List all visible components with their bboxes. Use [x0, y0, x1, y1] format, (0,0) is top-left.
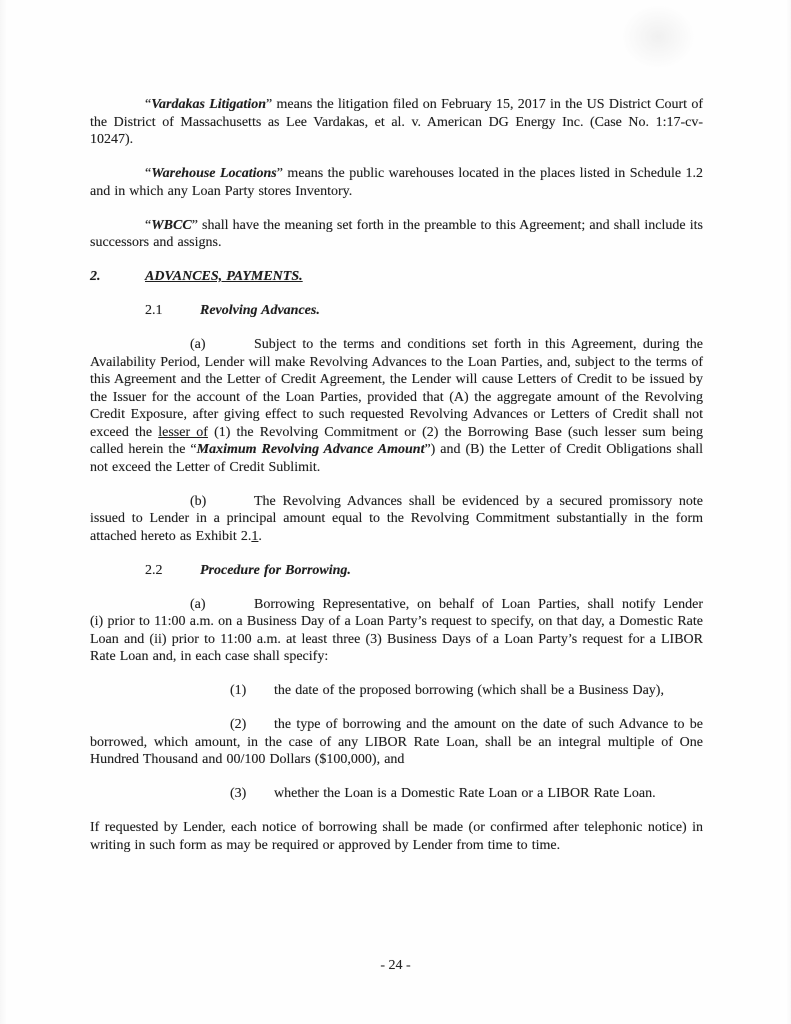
item-2-2-a-2: (2) the type of borrowing and the amount on the date of such Advance to be borrowed, which amount, in the case of any LIBOR Rate Loan, shall be an integral multiple of One Hundred Thousand and 00/100 Dollars ($100,000), and	[90, 717, 703, 767]
definition-wbcc: “WBCC” shall have the meaning set forth in the preamble to this Agreement; and shall include its successors and assigns.	[90, 217, 703, 250]
scan-edge-artifact-right	[786, 0, 791, 1024]
paragraph-2-1-a: (a) Subject to the terms and conditions set forth in this Agreement, during the Availability Period, Lender will make Revolving Advances to the Loan Parties, and, subject to the terms of this Agreement and the Letter of Credit Agreement, the Lender will cause Letters of Credit to be issued by the Issuer for the account of the Loan Parties, provided that (A) the aggregate amount of the Revolving Credit Exposure, after giving effect to such requested Revolving Advances or Letters of Credit shall not exceed the lesser of (1) the Revolving Commitment or (2) the Borrowing Base (such lesser sum being called herein the “Maximum Revolving Advance Amount”) and (B) the Letter of Credit Obligations shall not exceed the Letter of Credit Sublimit.	[90, 337, 704, 475]
paragraph-2-1-b: (b) The Revolving Advances shall be evidenced by a secured promissory note issued to Lender in a principal amount equal to the Revolving Commitment substantially in the form attached hereto as Exhibit 2.1.	[90, 493, 703, 544]
item-2-2-a-1: (1) the date of the proposed borrowing (which shall be a Business Day),	[230, 683, 664, 698]
scan-smudge-artifact	[618, 2, 698, 72]
definition-warehouse-locations: “Warehouse Locations” means the public warehouses located in the places listed in Schedule 1.2 and in which any Loan Party stores Inventory.	[90, 166, 703, 199]
scan-edge-artifact-left	[0, 0, 7, 1024]
subsection-heading-2-2-procedure-for-borrowing: 2.2 Procedure for Borrowing.	[145, 562, 351, 578]
definition-vardakas-litigation: “Vardakas Litigation” means the litigation filed on February 15, 2017 in the US District Court of the District of Massachusetts as Lee Vardakas, et al. v. American DG Energy Inc. (Case No. 1:17-cv-10247).	[90, 97, 703, 147]
paragraph-notice-of-borrowing: If requested by Lender, each notice of borrowing shall be made (or confirmed after telephonic notice) in writing in such form as may be required or approved by Lender from time to time.	[90, 820, 703, 853]
section-heading-2-advances-payments: 2. ADVANCES, PAYMENTS.	[90, 269, 303, 284]
page-number: - 24 -	[380, 958, 411, 973]
document-body	[90, 96, 703, 871]
item-2-2-a-3: (3) whether the Loan is a Domestic Rate Loan or a LIBOR Rate Loan.	[230, 786, 656, 801]
subsection-heading-2-1-revolving-advances: 2.1 Revolving Advances.	[145, 303, 320, 318]
paragraph-2-2-a: (a) Borrowing Representative, on behalf of Loan Parties, shall notify Lender (i) prior to 11:00 a.m. on a Business Day of a Loan Party’s request to specify, on that day, a Domestic Rate Loan and (ii) prior to 11:00 a.m. at least three (3) Business Days of a Loan Party’s request for a LIBOR Rate Loan and, in each case shall specify:	[90, 596, 703, 664]
